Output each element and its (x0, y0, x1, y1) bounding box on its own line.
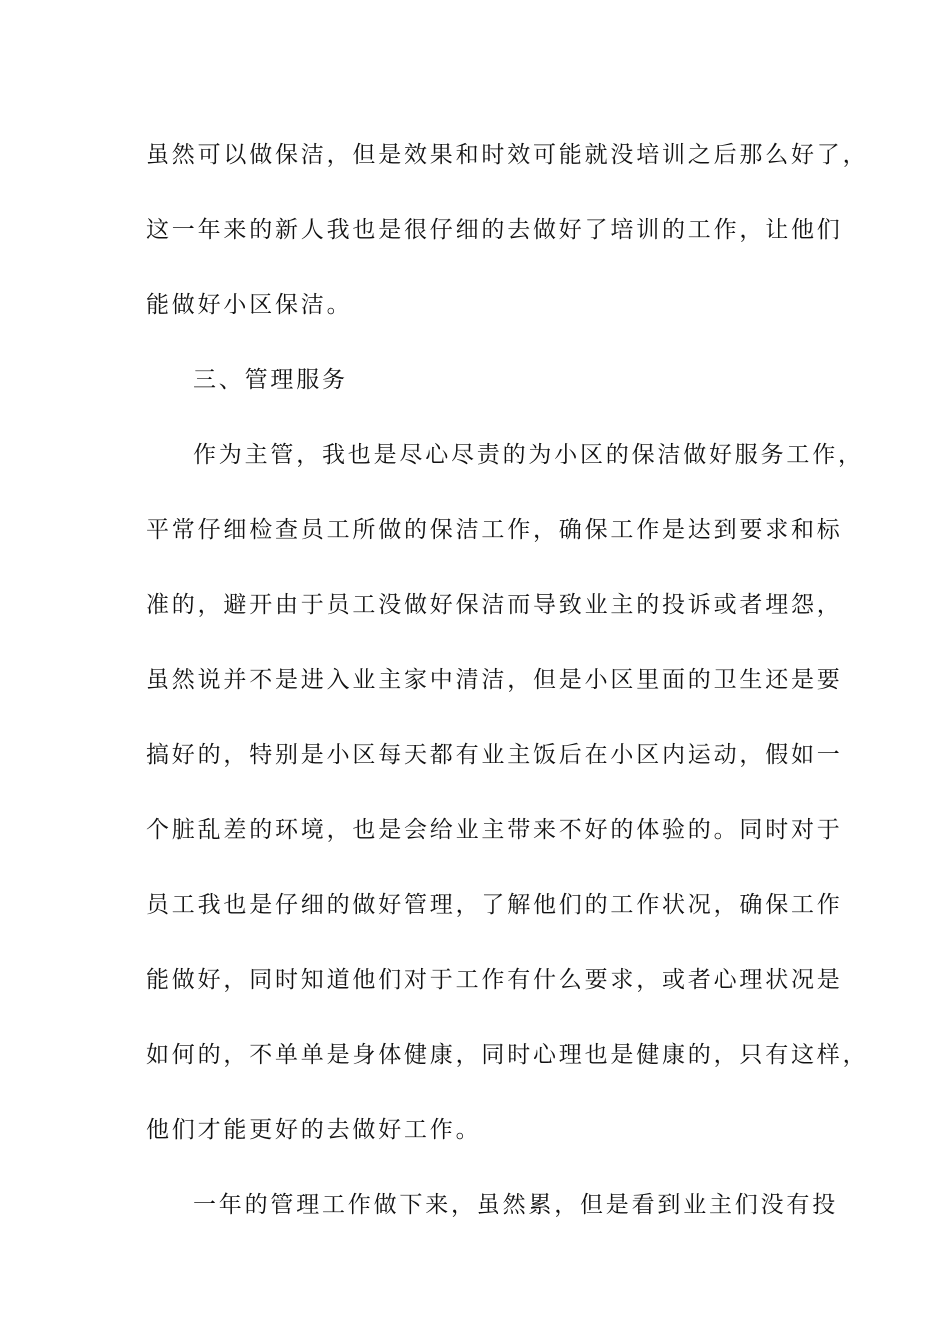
text-line-6: 平常仔细检查员工所做的保洁工作，确保工作是达到要求和标 (146, 517, 843, 543)
text-line-9: 搞好的，特别是小区每天都有业主饭后在小区内运动，假如一 (146, 742, 843, 768)
text-line-2: 这一年来的新人我也是很仔细的去做好了培训的工作，让他们 (146, 217, 843, 243)
text-line-7: 准的，避开由于员工没做好保洁而导致业主的投诉或者埋怨， (146, 592, 843, 618)
text-line-12: 能做好，同时知道他们对于工作有什么要求，或者心理状况是 (146, 967, 843, 993)
text-line-8: 虽然说并不是进入业主家中清洁，但是小区里面的卫生还是要 (146, 667, 843, 693)
text-line-11: 员工我也是仔细的做好管理，了解他们的工作状况，确保工作 (146, 892, 843, 918)
section-heading: 三、管理服务 (193, 367, 348, 393)
text-line-15: 一年的管理工作做下来，虽然累，但是看到业主们没有投 (193, 1192, 838, 1218)
text-line-1: 虽然可以做保洁，但是效果和时效可能就没培训之后那么好了， (146, 142, 869, 168)
text-line-3: 能做好小区保洁。 (146, 292, 353, 318)
text-line-5: 作为主管，我也是尽心尽责的为小区的保洁做好服务工作， (193, 442, 864, 468)
text-line-10: 个脏乱差的环境，也是会给业主带来不好的体验的。同时对于 (146, 817, 843, 843)
text-line-13: 如何的，不单单是身体健康，同时心理也是健康的，只有这样， (146, 1042, 869, 1068)
document-body (146, 130, 869, 1255)
text-line-14: 他们才能更好的去做好工作。 (146, 1117, 482, 1143)
